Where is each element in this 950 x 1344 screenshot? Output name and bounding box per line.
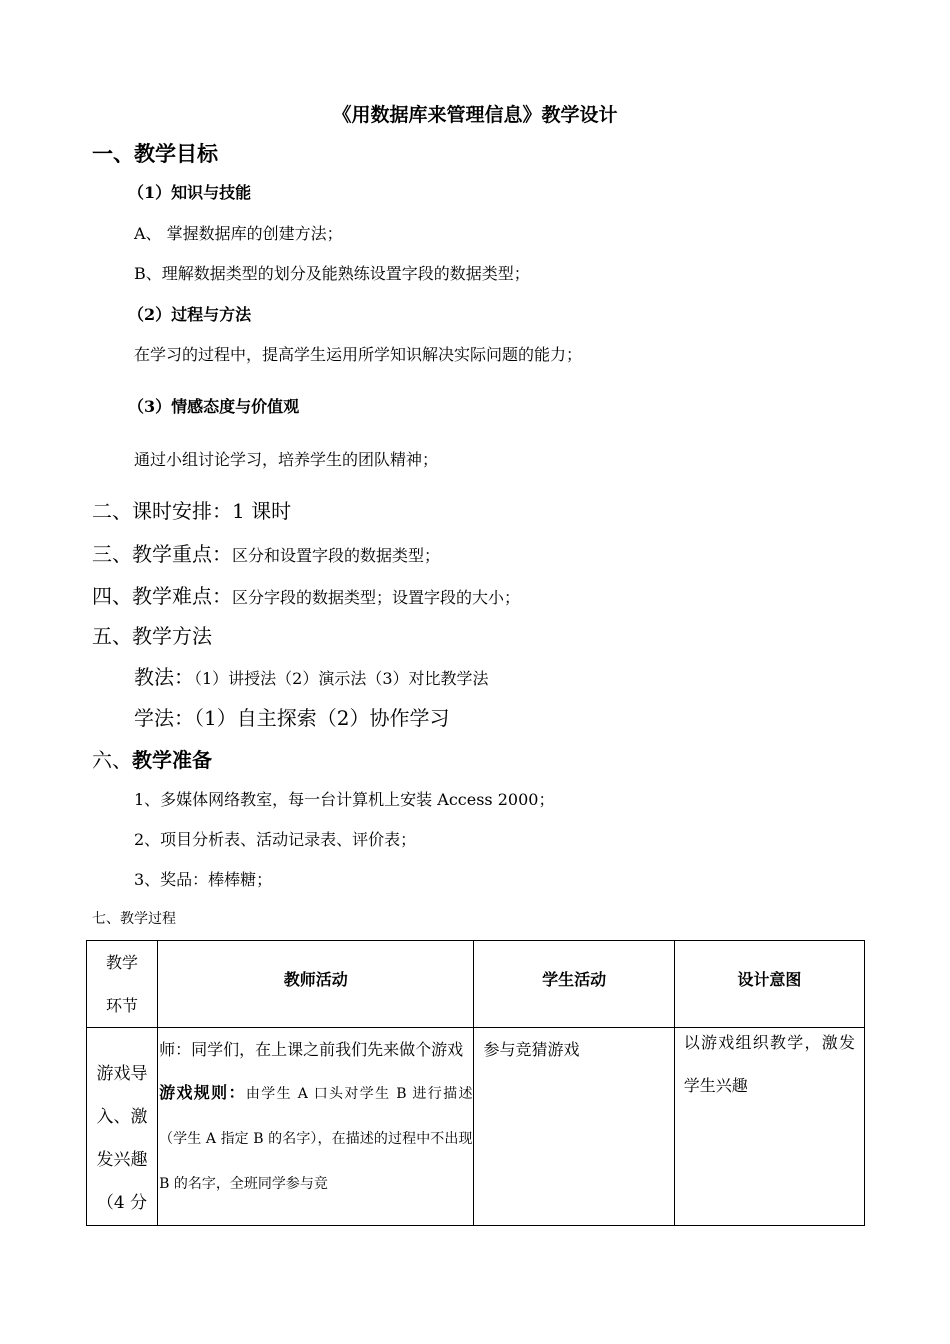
design-intent-cell xyxy=(674,1028,864,1226)
header-stage-line2: 环节 xyxy=(106,996,139,1015)
difficulties-value: 区分字段的数据类型；设置字段的大小； xyxy=(232,588,521,607)
table-row xyxy=(87,1028,865,1226)
game-rules-text: 由学生 A 口头对学生 B 进行描述（学生 A 指定 B 的名字），在描述的过程中不出现 B 的名字，全班同学参与竞 xyxy=(159,1086,473,1192)
teaching-method-label: 教法： xyxy=(134,665,194,689)
emotion-heading: （3）情感态度与价值观 xyxy=(128,397,300,416)
preparation-heading xyxy=(92,744,212,773)
teacher-intro: 师：同学们，在上课之前我们先来做个游戏 xyxy=(159,1040,464,1059)
page-title: 《用数据库来管理信息》教学设计 xyxy=(332,104,618,126)
preparation-item: 3、奖品：棒棒糖； xyxy=(134,870,273,889)
key-points-line xyxy=(92,538,440,567)
header-stage xyxy=(87,941,158,1028)
table-header-row xyxy=(87,941,865,1028)
schedule-line xyxy=(92,495,291,524)
preparation-heading-text: 教学准备 xyxy=(132,748,212,772)
teaching-process-table xyxy=(86,940,865,1226)
student-activity-text: 参与竞猜游戏 xyxy=(483,1040,580,1059)
teaching-method-line xyxy=(134,661,489,690)
process-section-heading: 七、教学过程 xyxy=(92,911,176,927)
knowledge-item-b: B、理解数据类型的划分及能熟练设置字段的数据类型； xyxy=(134,264,530,283)
stage-cell xyxy=(87,1028,158,1226)
preparation-item: 1、多媒体网络教室，每一台计算机上安装 Access 2000； xyxy=(134,790,555,809)
teaching-method-value: （1）讲授法（2）演示法（3）对比教学法 xyxy=(194,669,489,688)
learning-method-label: 学法： xyxy=(134,706,194,730)
knowledge-item-a: A、 掌握数据库的创建方法； xyxy=(134,224,343,243)
schedule-label: 二、课时安排： xyxy=(92,499,232,523)
design-intent-text: 以游戏组织教学，激发学生兴趣 xyxy=(683,1033,855,1095)
stage-text: 游戏导入、激发兴趣（4 分 xyxy=(96,1064,148,1213)
game-rules-label: 游戏规则： xyxy=(159,1083,246,1102)
section-goals-heading: 一、教学目标 xyxy=(92,141,218,166)
schedule-value: 1 课时 xyxy=(232,499,292,523)
preparation-item: 2、项目分析表、活动记录表、评价表； xyxy=(134,830,417,849)
student-activity-cell xyxy=(474,1028,674,1226)
header-design-intent: 设计意图 xyxy=(674,941,864,1028)
header-student-activity: 学生活动 xyxy=(474,941,674,1028)
header-teacher-activity: 教师活动 xyxy=(158,941,474,1028)
process-heading: （2）过程与方法 xyxy=(128,305,252,324)
learning-method-line xyxy=(134,702,449,731)
difficulties-label: 四、教学难点： xyxy=(92,584,232,608)
key-points-value: 区分和设置字段的数据类型； xyxy=(232,546,441,565)
knowledge-heading: （1）知识与技能 xyxy=(128,183,252,202)
emotion-text: 通过小组讨论学习，培养学生的团队精神； xyxy=(134,450,439,469)
methods-heading: 五、教学方法 xyxy=(92,624,212,648)
teacher-activity-cell xyxy=(158,1028,474,1226)
preparation-heading-prefix: 六、 xyxy=(92,748,132,772)
key-points-label: 三、教学重点： xyxy=(92,542,232,566)
learning-method-value: （1）自主探索（2）协作学习 xyxy=(194,706,450,730)
header-stage-line1: 教学 xyxy=(106,953,139,972)
process-text: 在学习的过程中，提高学生运用所学知识解决实际问题的能力； xyxy=(134,345,583,364)
difficulties-line xyxy=(92,580,520,609)
